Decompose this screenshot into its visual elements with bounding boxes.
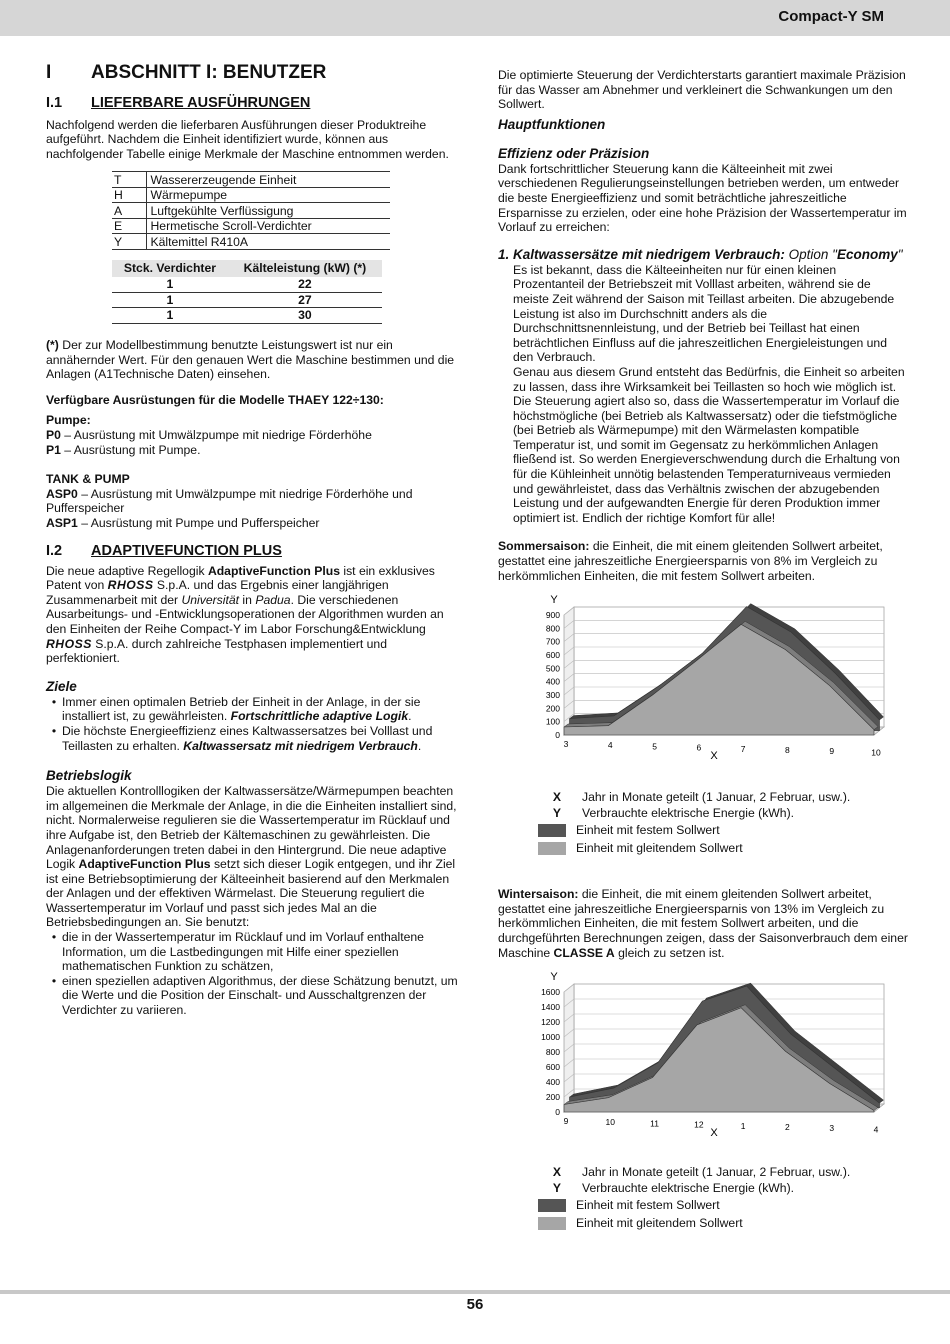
power-row: [112, 308, 382, 324]
goal-item-1: [46, 695, 458, 724]
right-column: [498, 68, 908, 1232]
text: die in der Wassertemperatur im Rücklauf und im Vorlauf enthaltene Information, um die Lastbedingungen mit Hilfe einer speziellen mathematischen Funktion zu schätzen,: [62, 930, 424, 974]
code-row: [112, 218, 390, 234]
text-italic: Universität: [181, 592, 240, 607]
code-row: [112, 203, 390, 219]
adaptive-intro: [46, 564, 458, 666]
asp1-code: ASP1: [46, 516, 78, 530]
power-header-capacity: Kälteleistung (kW) (*): [228, 260, 382, 277]
rhoss-logo: RHOSS: [107, 578, 154, 593]
x-tick-label: 6: [696, 742, 702, 753]
text: ist ein exklusives Patent von: [46, 563, 435, 593]
text: gleich zu setzen ist.: [614, 945, 725, 960]
text-bold: Wintersaison:: [498, 887, 579, 902]
text: .: [408, 709, 412, 724]
economy-text-2: Genau aus diesem Grund entsteht das Bedürfnis, die Einheit so arbeiten zu lassen, dass ihre Wirksamkeit bei Teillasten so hoch wie möglich ist. Die Steuerung agiert also so, dass die Wassertemperatur im Vorlauf die höchstmögliche (bei Betrieb als Kaltwassersatz) oder die tiefstmögliche (bei Betrieb als Wärmepumpe) mit den Wärmelasten kompatible Temperatur ist, und somit im Gegensatz zu herkömmlichen Anlagen fließend ist. So werden Energieverschwendung durch die Erhaltung von für die Kühleinheit unnötig belastenden Temperaturniveaus vermieden und gewährleistet, dass das Verhältnis zwischen der abzugebenden Leistung und der aufgewandten Energie für deren Produktion immer optimiert ist. Endlich der richtige Komfort für alle!: [513, 364, 905, 525]
bullet-icon: •: [51, 723, 57, 738]
text-bold-italic: Fortschrittliche adaptive Logik: [230, 709, 409, 724]
efficiency-text: Dank fortschrittlicher Steuerung kann die Kälteeinheit mit zwei verschiedenen Regulierungseinstellungen betrieben werden, um entweder die beste Energieeffizienz und somit beträchtliche jahreszeitliche Ersparnisse zu erzielen, oder eine hohe Präzision der Wassertemperatur im Vorlauf zu erreichen:: [498, 161, 907, 235]
x-tick-label: 10: [871, 747, 881, 758]
power-row: [112, 292, 382, 308]
y-tick-label: 700: [545, 636, 560, 647]
y-tick-label: 0: [555, 1107, 560, 1118]
text: einen speziellen adaptiven Algorithmus, der diese Schätzung benutzt, um die Werte und die Position der Einschalt- und Ausschaltgrenzen der Verdichter zu variieren.: [62, 973, 458, 1018]
code-row: [112, 234, 390, 250]
bullet-icon: •: [51, 930, 57, 945]
y-tick-label: 1400: [541, 1002, 560, 1013]
code-meaning: Hermetische Scroll-Verdichter: [146, 218, 390, 234]
summer-text: [498, 539, 908, 583]
power-header-compressors: Stck. Verdichter: [112, 260, 228, 277]
legend-text: Einheit mit gleitendem Sollwert: [576, 1215, 743, 1230]
section-title: ABSCHNITT I: BENUTZER: [91, 62, 327, 83]
y-tick-label: 500: [545, 663, 560, 674]
p1-line: [46, 443, 458, 458]
economy-text-1: Es ist bekannt, dass die Kälteeinheiten nur für einen kleinen Prozentanteil der Betriebszeit mit Volllast arbeiten, während sie de meiste Zeit während der Saison mit Teillast arbeiten. Die abzugebende Leistung ist also im Durchschnitt anders als die Durchschnittsnennleistung, und der Betrieb bei Teillast hat einen beträchtlichen Einfluss auf die jahreszeitlichen Energieleistungen und den Verbrauch.: [513, 262, 895, 365]
text: .: [417, 738, 422, 753]
legend-fixed: [538, 821, 908, 839]
text-bold: AdaptiveFunction Plus: [78, 857, 211, 872]
x-tick-label: 10: [605, 1117, 616, 1128]
x-tick-label: 7: [740, 744, 746, 755]
x-tick-label: 12: [694, 1119, 704, 1130]
legend-key: Y: [552, 805, 562, 820]
winter-legend: [538, 1164, 908, 1232]
subsection-number: I.1: [46, 94, 63, 111]
text-bold: Sommersaison:: [498, 539, 590, 554]
x-tick-label: 11: [650, 1118, 659, 1129]
y-tick-label: 800: [545, 623, 560, 634]
y-tick-label: 1200: [541, 1017, 560, 1028]
code-letter: H: [112, 187, 146, 203]
legend-key: X: [552, 1164, 562, 1179]
p0-code: P0: [46, 428, 61, 443]
code-meaning: Luftgekühlte Verflüssigung: [146, 203, 390, 219]
rhoss-logo: RHOSS: [46, 636, 92, 651]
winter-chart: [532, 968, 932, 1158]
x-tick-label: 1: [740, 1120, 746, 1131]
section-heading: [46, 62, 458, 83]
versions-intro: Nachfolgend werden die lieferbaren Ausführungen dieser Produktreihe aufgeführt. Nachdem die Einheit identifiziert wurde, können aus nachfolgender Tabelle einige Merkmale der Maschine entnommen werden.: [46, 117, 449, 161]
text: Economy: [836, 246, 898, 262]
text: S.p.A. und das Ergebnis einer langjährigen Zusammenarbeit mit der: [46, 578, 389, 607]
winter-text: [498, 887, 908, 960]
logic-item-1: [46, 930, 458, 974]
code-meaning: Wassererzeugende Einheit: [146, 172, 390, 188]
y-axis-label: Y: [550, 971, 558, 984]
power-note: [46, 338, 458, 382]
y-tick-label: 1000: [541, 1032, 560, 1043]
y-tick-label: 1600: [541, 987, 560, 998]
subsection-number: I.2: [46, 542, 63, 559]
note-text: Der zur Modellbestimmung benutzte Leistungswert ist nur ein annähernder Wert. Für den genauen Wert die Maschine bestimmen und die Anlagen (A1Technische Daten) einsehen.: [46, 338, 455, 382]
code-meaning: Wärmepumpe: [146, 187, 390, 203]
code-row: [112, 187, 390, 203]
y-tick-label: 100: [545, 716, 560, 727]
efficiency-title: Effizienz oder Präzision: [498, 145, 650, 161]
goal-item-2: [46, 724, 458, 753]
y-tick-label: 600: [545, 1062, 560, 1073]
fixed-swatch: [538, 824, 566, 837]
power-row: [112, 277, 382, 293]
page-number: 56: [466, 1296, 484, 1313]
summer-chart: [532, 591, 932, 781]
power-table: [112, 260, 382, 324]
legend-text: Einheit mit gleitendem Sollwert: [576, 840, 743, 855]
text: in: [239, 592, 256, 607]
compressor-count: 1: [112, 277, 228, 293]
legend-fixed: [538, 1196, 908, 1214]
asp1-line: [46, 516, 458, 531]
text: die Einheit, die mit einem gleitenden Sollwert arbeitet, gestattet eine jahreszeitliche Energieersparnis von 13% im Vergleich zu herkömmlichen Einheiten, die mit festem Sollwert arbeiten, und die durchgeführten Berechnungen zeigen, dass der Saisonverbrauch dem einer Maschine: [498, 887, 908, 960]
x-tick-label: 9: [829, 746, 835, 757]
legend-sliding: [538, 839, 908, 857]
subsection-title: ADAPTIVEFUNCTION PLUS: [91, 542, 282, 559]
asp1-text: – Ausrüstung mit Pumpe und Pufferspeicher: [77, 516, 320, 530]
legend-key: X: [552, 789, 562, 804]
logic-title: Betriebslogik: [46, 768, 132, 784]
text-italic: Padua: [255, 592, 291, 607]
note-mark: (*): [46, 338, 59, 353]
x-axis-label: X: [710, 1127, 718, 1140]
code-letter: E: [112, 218, 146, 234]
logic-item-2: [46, 974, 458, 1018]
section-number: I: [46, 62, 52, 83]
text: Die neue adaptive Regellogik: [46, 563, 208, 578]
tank-title: TANK & PUMP: [46, 472, 130, 487]
legend-text: Einheit mit festem Sollwert: [576, 1197, 720, 1212]
y-tick-label: 800: [545, 1047, 560, 1058]
bullet-icon: •: [51, 694, 57, 709]
text-bold-italic: Kaltwassersatz mit niedrigem Verbrauch: [183, 738, 418, 753]
text: Immer einen optimalen Betrieb der Einheit in der Anlage, in der sie installiert ist, zu gewährleisten.: [62, 694, 421, 724]
x-tick-label: 2: [785, 1122, 790, 1133]
x-tick-label: 5: [652, 741, 657, 752]
text: 1. Kaltwassersätze mit niedrigem Verbrauch:: [498, 246, 785, 262]
summer-legend: [538, 789, 908, 857]
bullet-icon: •: [51, 973, 57, 988]
subsection-title: LIEFERBARE AUSFÜHRUNGEN: [91, 94, 311, 111]
code-letter: T: [112, 172, 146, 188]
text: die Einheit, die mit einem gleitenden Sollwert arbeitet, gestattet eine jahreszeitliche Energieersparnis von 8% im Vergleich zu herkömmlichen Einheiten, die mit festem Sollwert arbeiten.: [498, 539, 883, 583]
main-functions-title: Hauptfunktionen: [498, 116, 606, 132]
legend-x: [538, 1164, 908, 1180]
fixed-swatch: [538, 1199, 566, 1212]
x-tick-label: 4: [873, 1124, 879, 1135]
text: Die aktuellen Kontrolllogiken der Kaltwassersätze/Wärmepumpen beachten im allgemeinen die Merkmale der Anlage, in die die Einheiten installiert sind, nicht. Normalerweise regulieren sie die Wassertemperatur im Rücklauf und ihre Aufgabe ist, den Betrieb der Kältemaschinen zu gewährleisten. Die Anlagenanforderungen treten dabei in den Hintergrund. Die neue adaptive Logik: [46, 784, 457, 872]
subsection-heading-1: [46, 95, 458, 112]
y-tick-label: 200: [545, 1092, 560, 1103]
compressor-count: 1: [112, 308, 228, 324]
y-tick-label: 0: [555, 730, 560, 741]
code-meaning: Kältemittel R410A: [146, 234, 390, 250]
text-bold: AdaptiveFunction Plus: [207, 563, 340, 578]
x-tick-label: 9: [563, 1116, 569, 1127]
legend-text: Verbrauchte elektrische Energie (kWh).: [582, 805, 795, 820]
sliding-swatch: [538, 1217, 566, 1230]
text: ": [897, 246, 903, 262]
y-tick-label: 400: [545, 1077, 560, 1088]
legend-key: Y: [552, 1180, 562, 1195]
p1-code: P1: [46, 442, 61, 457]
cooling-capacity: 27: [228, 292, 382, 308]
x-tick-label: 3: [829, 1123, 835, 1134]
code-table: [112, 171, 390, 250]
left-column: [46, 62, 458, 1018]
legend-text: Einheit mit festem Sollwert: [576, 822, 720, 837]
asp0-text: – Ausrüstung mit Umwälzpumpe mit niedrige Förderhöhe und Pufferspeicher: [46, 486, 413, 516]
text: Die höchste Energieeffizienz eines Kaltwassersatzes bei Volllast und Teillasten zu erhalten.: [62, 723, 433, 753]
legend-text: Verbrauchte elektrische Energie (kWh).: [582, 1180, 795, 1195]
economy-title: [498, 247, 908, 263]
product-name: Compact-Y SM: [778, 8, 884, 25]
text: setzt sich dieser Logik entgegen, und ihr Ziel ist eine Betriebsoptimierung der Kälteeinheit basierend auf den Merkmalen der Anlagen und der effektiven Wärmelast. Die Steuerung reguliert die Wassertemperatur im Vorlauf und passt sich jedes Mal an die Betriebsbedingungen an. Sie benutzt:: [46, 857, 456, 930]
code-letter: A: [112, 203, 146, 219]
p1-text: – Ausrüstung mit Pumpe.: [60, 442, 201, 457]
legend-y: [538, 805, 908, 821]
asp0-line: [46, 487, 458, 516]
subsection-heading-2: [46, 543, 458, 560]
p0-line: [46, 428, 458, 443]
asp0-code: ASP0: [46, 486, 78, 501]
compressor-count: 1: [112, 292, 228, 308]
goals-title: Ziele: [46, 678, 77, 694]
text: S.p.A. durch zahlreiche Testphasen implementiert und perfektioniert.: [46, 636, 387, 666]
code-letter: Y: [112, 234, 146, 250]
y-tick-label: 600: [545, 650, 560, 661]
text: Option ": [784, 246, 837, 262]
text-bold: CLASSE A: [553, 945, 615, 960]
legend-text: Jahr in Monate geteilt (1 Januar, 2 Februar, usw.).: [582, 789, 851, 804]
x-tick-label: 3: [563, 739, 569, 750]
y-tick-label: 300: [545, 690, 560, 701]
cooling-capacity: 22: [228, 277, 382, 293]
sliding-swatch: [538, 842, 566, 855]
legend-y: [538, 1180, 908, 1196]
equipment-title: Verfügbare Ausrüstungen für die Modelle THAEY 122÷130:: [46, 392, 384, 407]
code-row: [112, 172, 390, 188]
cooling-capacity: 30: [228, 308, 382, 324]
footer-bar: [0, 1290, 950, 1294]
logic-text: [46, 784, 458, 930]
legend-sliding: [538, 1214, 908, 1232]
control-intro: Die optimierte Steuerung der Verdichterstarts garantiert maximale Präzision für das Wasser am Abnehmer und verkleinert die Schwankungen um den Sollwert.: [498, 68, 906, 112]
y-tick-label: 200: [545, 703, 560, 714]
legend-text: Jahr in Monate geteilt (1 Januar, 2 Februar, usw.).: [582, 1164, 851, 1179]
legend-x: [538, 789, 908, 805]
x-tick-label: 4: [607, 740, 613, 751]
x-axis-label: X: [710, 750, 718, 763]
y-axis-label: Y: [550, 594, 558, 607]
x-tick-label: 8: [785, 745, 790, 756]
p0-text: – Ausrüstung mit Umwälzpumpe mit niedrige Förderhöhe: [60, 428, 372, 443]
header-bar: [0, 0, 950, 36]
y-tick-label: 400: [545, 676, 560, 687]
chart-side-wall: [564, 607, 574, 735]
text: . Die verschiedenen Ausarbeitungs- und -Entwicklungsoperationen der Algorithmen wurden an den Einheiten der Reihe Compact-Y im Labor Forschung&Entwicklung: [46, 592, 444, 636]
y-tick-label: 900: [545, 610, 560, 621]
pump-title: Pumpe:: [46, 413, 91, 428]
